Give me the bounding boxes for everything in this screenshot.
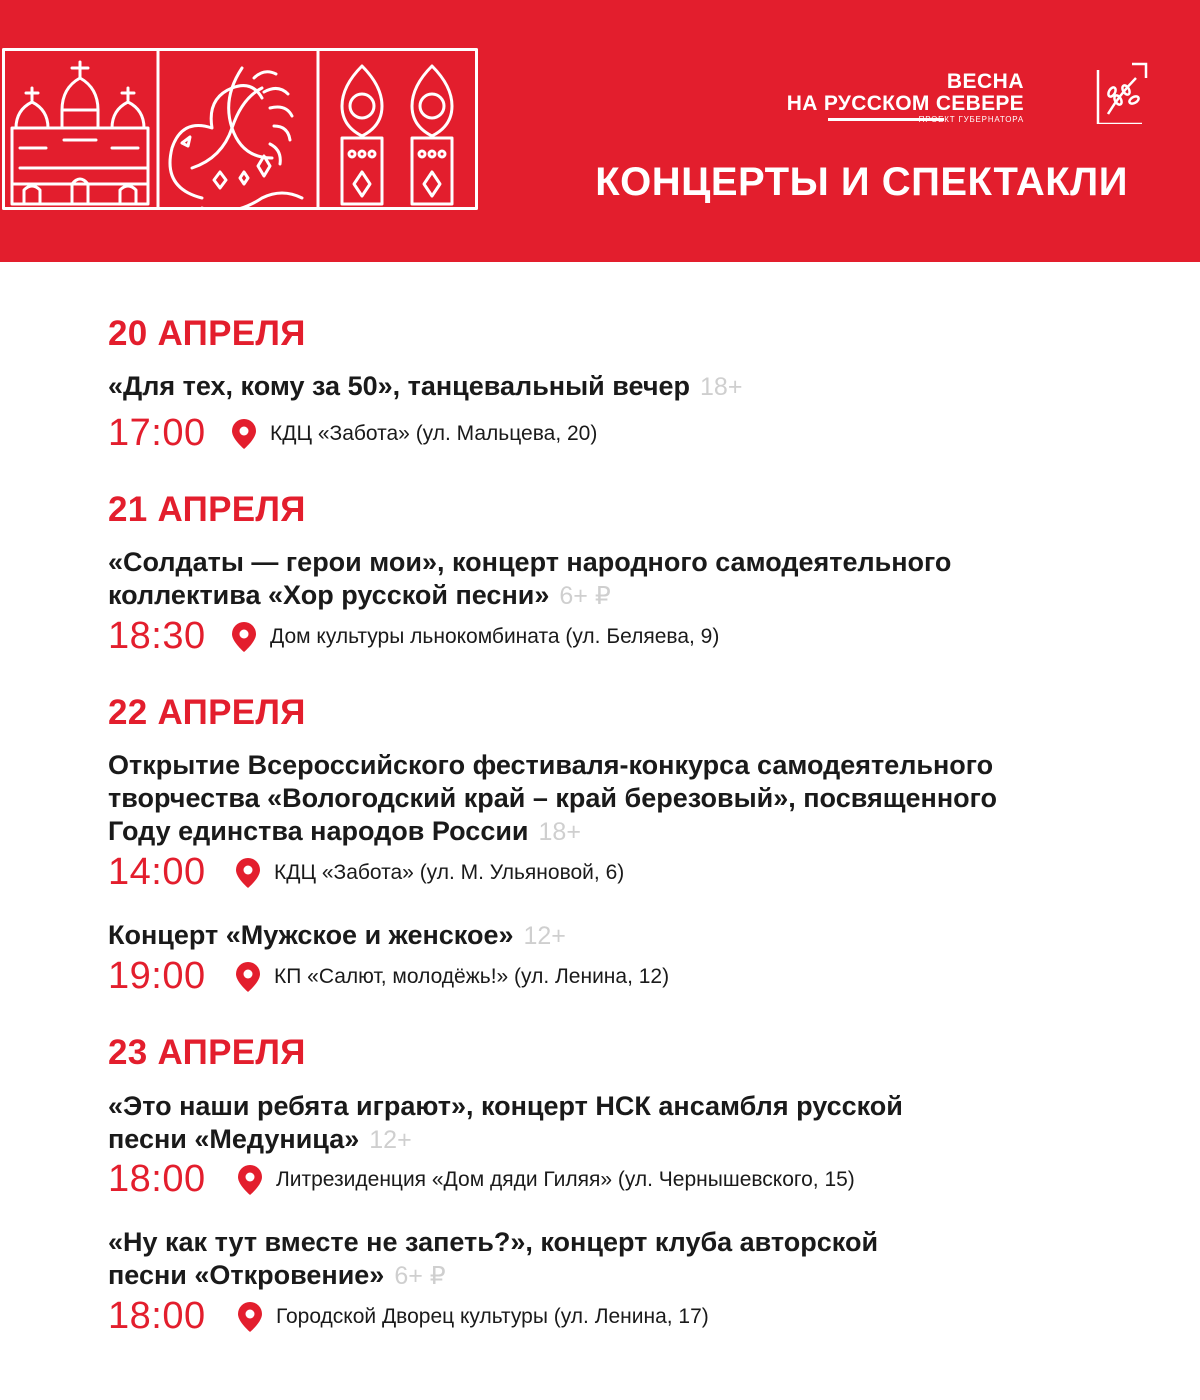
event-location	[232, 622, 719, 652]
age-rating: 12+	[523, 922, 566, 950]
event-location	[238, 1302, 709, 1332]
event-location	[236, 858, 624, 888]
age-rating: 6+ ₽	[394, 1262, 446, 1290]
location-pin-icon	[236, 962, 260, 992]
date-heading: 20 АПРЕЛЯ	[108, 314, 306, 353]
location-pin-icon	[236, 858, 260, 888]
date-heading: 21 АПРЕЛЯ	[108, 490, 306, 529]
venue: Дом культуры льнокомбината (ул. Беляева, 9)	[270, 625, 720, 648]
event-title: «Это наши ребята играют», концерт НСК ансамбля русской песни «Медуница» 12+	[108, 1091, 903, 1154]
event-location	[238, 1165, 855, 1195]
date-heading: 23 АПРЕЛЯ	[108, 1033, 306, 1072]
age-rating: 6+ ₽	[559, 582, 611, 610]
location-pin-icon	[238, 1302, 262, 1332]
event-location	[232, 419, 597, 449]
location-pin-icon	[232, 622, 256, 652]
event-time: 18:00	[108, 1158, 206, 1200]
page-title: КОНЦЕРТЫ И СПЕКТАКЛИ	[595, 160, 1128, 204]
venue: КДЦ «Забота» (ул. Мальцева, 20)	[270, 422, 598, 445]
date-heading: 22 АПРЕЛЯ	[108, 693, 306, 732]
event-location	[236, 962, 669, 992]
age-rating: 18+	[538, 818, 581, 846]
event-title: Открытие Всероссийского фестиваля-конкурса самодеятельного творчества «Вологодский край – край березовый», посвященного Году единства народов России 18+	[108, 750, 997, 846]
event-time: 17:00	[108, 412, 206, 454]
age-rating: 18+	[700, 373, 743, 401]
venue: Городской Дворец культуры (ул. Ленина, 17)	[276, 1305, 709, 1328]
event-title: «Ну как тут вместе не запеть?», концерт клуба авторской песни «Откровение» 6+ ₽	[108, 1227, 879, 1290]
venue: КДЦ «Забота» (ул. М. Ульяновой, 6)	[274, 861, 625, 884]
age-rating: 12+	[369, 1126, 412, 1154]
event-title: Концерт «Мужское и женское» 12+	[108, 920, 566, 950]
event-time: 14:00	[108, 851, 206, 893]
event-title: «Для тех, кому за 50», танцевальный вечер 18+	[108, 371, 743, 401]
brand-line-2: НА РУССКОМ СЕВЕРЕ	[786, 92, 1024, 115]
venue: Литрезиденция «Дом дяди Гиляя» (ул. Чернышевского, 15)	[276, 1168, 855, 1191]
venue: КП «Салют, молодёжь!» (ул. Ленина, 12)	[274, 965, 670, 988]
event-time: 19:00	[108, 955, 206, 997]
event-title: «Солдаты — герои мои», концерт народного самодеятельного коллектива «Хор русской песни» 6+ ₽	[108, 547, 952, 610]
brand-line-1: ВЕСНА	[946, 70, 1024, 93]
location-pin-icon	[232, 419, 256, 449]
event-time: 18:00	[108, 1295, 206, 1337]
brand-line-3: ПРОЕКТ ГУБЕРНАТОРА	[918, 115, 1024, 124]
location-pin-icon	[238, 1165, 262, 1195]
event-time: 18:30	[108, 615, 206, 657]
